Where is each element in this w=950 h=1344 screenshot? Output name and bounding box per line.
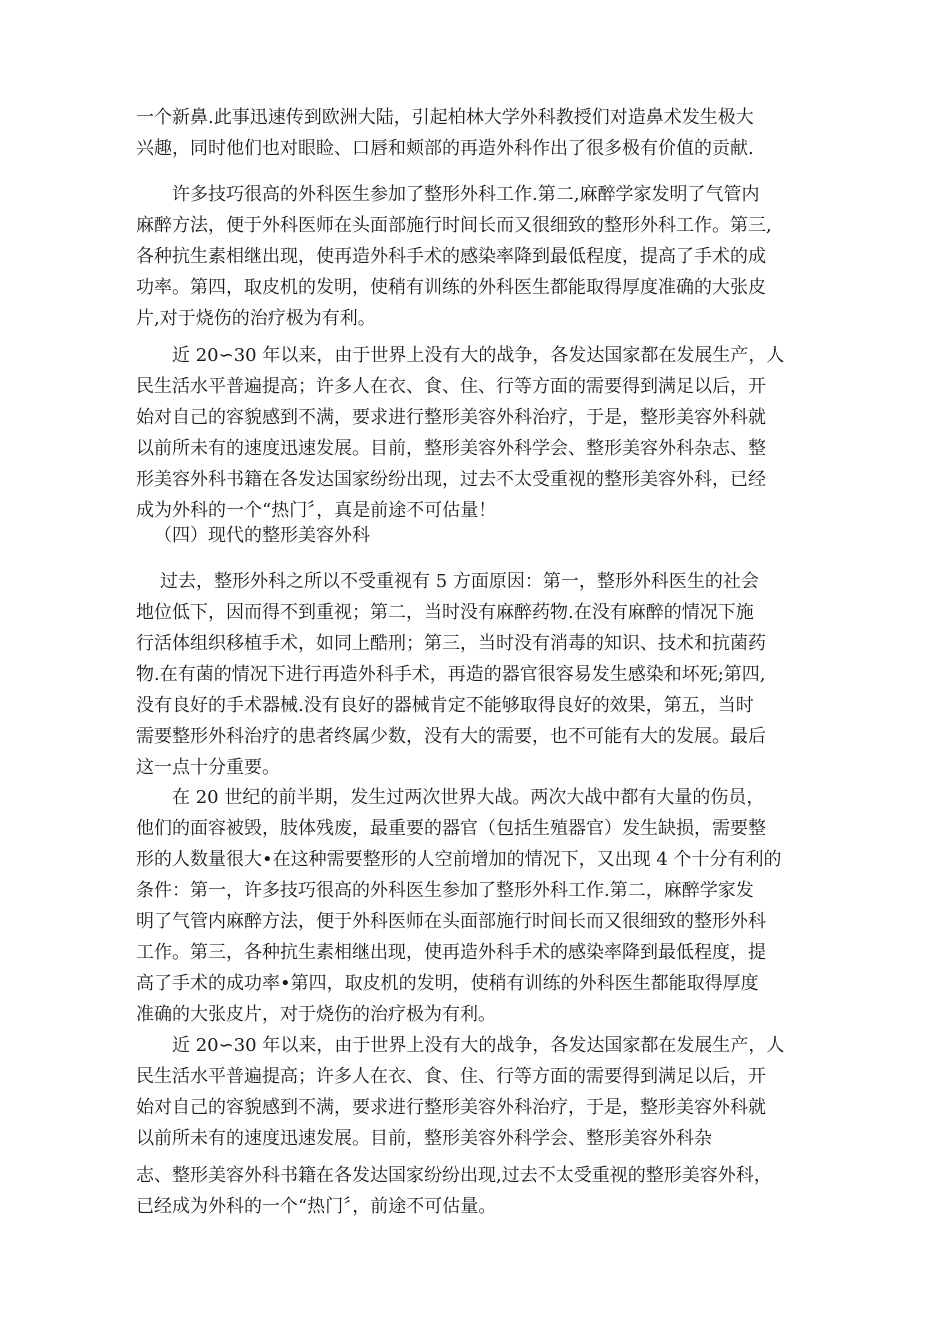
paragraph-line: 没有良好的手术器械.没有良好的器械肯定不能够取得良好的效果，第五，当时 bbox=[136, 695, 754, 716]
paragraph-line: 各种抗生素相继出现，使再造外科手术的感染率降到最低程度，提高了手术的成 bbox=[136, 246, 766, 267]
paragraph-line: 地位低下，因而得不到重视；第二，当时没有麻醉药物.在没有麻醉的情况下施 bbox=[136, 602, 754, 623]
paragraph-line: 功率。第四，取皮机的发明，使稍有训练的外科医生都能取得厚度准确的大张皮 bbox=[136, 277, 766, 298]
paragraph-line: 工作。第三，各种抗生素相继出现，使再造外科手术的感染率降到最低程度，提 bbox=[136, 942, 766, 963]
paragraph-line: 过去，整形外科之所以不受重视有 5 方面原因：第一，整形外科医生的社会 bbox=[160, 571, 759, 592]
paragraph-line: 需要整形外科治疗的患者终属少数，没有大的需要，也不可能有大的发展。最后 bbox=[136, 726, 766, 747]
paragraph-7 bbox=[136, 1160, 816, 1222]
paragraph-line: 民生活水平普遍提高；许多人在衣、食、住、行等方面的需要得到满足以后，开 bbox=[136, 376, 766, 397]
paragraph-line: 麻醉方法，便于外科医师在头面部施行时间长而又很细致的整形外科工作。第三, bbox=[136, 215, 772, 236]
paragraph-line: 始对自己的容貌感到不满，要求进行整形美容外科治疗，于是，整形美容外科就 bbox=[136, 1097, 766, 1118]
paragraph-line: 片,对于烧伤的治疗极为有利。 bbox=[136, 308, 376, 329]
paragraph-line: 物.在有菌的情况下进行再造外科手术，再造的器官很容易发生感染和坏死;第四, bbox=[136, 664, 766, 685]
paragraph-line: 准确的大张皮片，对于烧伤的治疗极为有利。 bbox=[136, 1004, 496, 1025]
paragraph-3 bbox=[136, 340, 816, 526]
paragraph-line: 形的人数量很大•在这种需要整形的人空前增加的情况下，又出现 4 个十分有利的 bbox=[136, 849, 782, 870]
paragraph-5 bbox=[136, 782, 816, 1030]
paragraph-line: 在 20 世纪的前半期，发生过两次世界大战。两次大战中都有大量的伤员， bbox=[172, 787, 765, 808]
paragraph-line: 行活体组织移植手术，如同上酷刑；第三，当时没有消毒的知识、技术和抗菌药 bbox=[136, 633, 766, 654]
paragraph-1 bbox=[136, 102, 816, 164]
paragraph-line: 民生活水平普遍提高；许多人在衣、食、住、行等方面的需要得到满足以后，开 bbox=[136, 1066, 766, 1087]
paragraph-6 bbox=[136, 1030, 816, 1154]
paragraph-line: 成为外科的一个“热门〞，真是前途不可估量！ bbox=[136, 500, 497, 521]
paragraph-line: 许多技巧很高的外科医生参加了整形外科工作.第二,麻醉学家发明了气管内 bbox=[172, 184, 760, 205]
paragraph-2 bbox=[136, 179, 816, 334]
paragraph-line: 他们的面容被毁，肢体残废，最重要的器官（包括生殖器官）发生缺损，需要整 bbox=[136, 818, 766, 839]
section-heading bbox=[136, 520, 816, 551]
paragraph-4 bbox=[136, 566, 816, 783]
paragraph-line: 已经成为外科的一个“热门〞，前途不可估量。 bbox=[136, 1196, 497, 1217]
paragraph-line: 以前所未有的速度迅速发展。目前，整形美容外科学会、整形美容外科杂志、整 bbox=[136, 438, 766, 459]
paragraph-line: 近 20∽30 年以来，由于世界上没有大的战争，各发达国家都在发展生产，人 bbox=[172, 345, 785, 366]
paragraph-line: 一个新鼻.此事迅速传到欧洲大陆，引起柏林大学外科教授们对造鼻术发生极大 bbox=[136, 107, 754, 128]
paragraph-line: 以前所未有的速度迅速发展。目前，整形美容外科学会、整形美容外科杂 bbox=[136, 1128, 712, 1149]
paragraph-line: 条件：第一，许多技巧很高的外科医生参加了整形外科工作.第二，麻醉学家发 bbox=[136, 880, 754, 901]
paragraph-line: 志、整形美容外科书籍在各发达国家纷纷出现,过去不太受重视的整形美容外科， bbox=[136, 1165, 772, 1186]
paragraph-line: 始对自己的容貌感到不满，要求进行整形美容外科治疗，于是，整形美容外科就 bbox=[136, 407, 766, 428]
paragraph-line: 近 20∽30 年以来，由于世界上没有大的战争，各发达国家都在发展生产，人 bbox=[172, 1035, 785, 1056]
paragraph-line: 高了手术的成功率•第四，取皮机的发明，使稍有训练的外科医生都能取得厚度 bbox=[136, 973, 759, 994]
section-heading-text: （四）现代的整形美容外科 bbox=[154, 525, 370, 546]
paragraph-line: 明了气管内麻醉方法，便于外科医师在头面部施行时间长而又很细致的整形外科 bbox=[136, 911, 766, 932]
paragraph-line: 这一点十分重要。 bbox=[136, 757, 280, 778]
paragraph-line: 兴趣，同时他们也对眼睑、口唇和颊部的再造外科作出了很多极有价值的贡献. bbox=[136, 138, 754, 159]
paragraph-line: 形美容外科书籍在各发达国家纷纷出现，过去不太受重视的整形美容外科，已经 bbox=[136, 469, 766, 490]
